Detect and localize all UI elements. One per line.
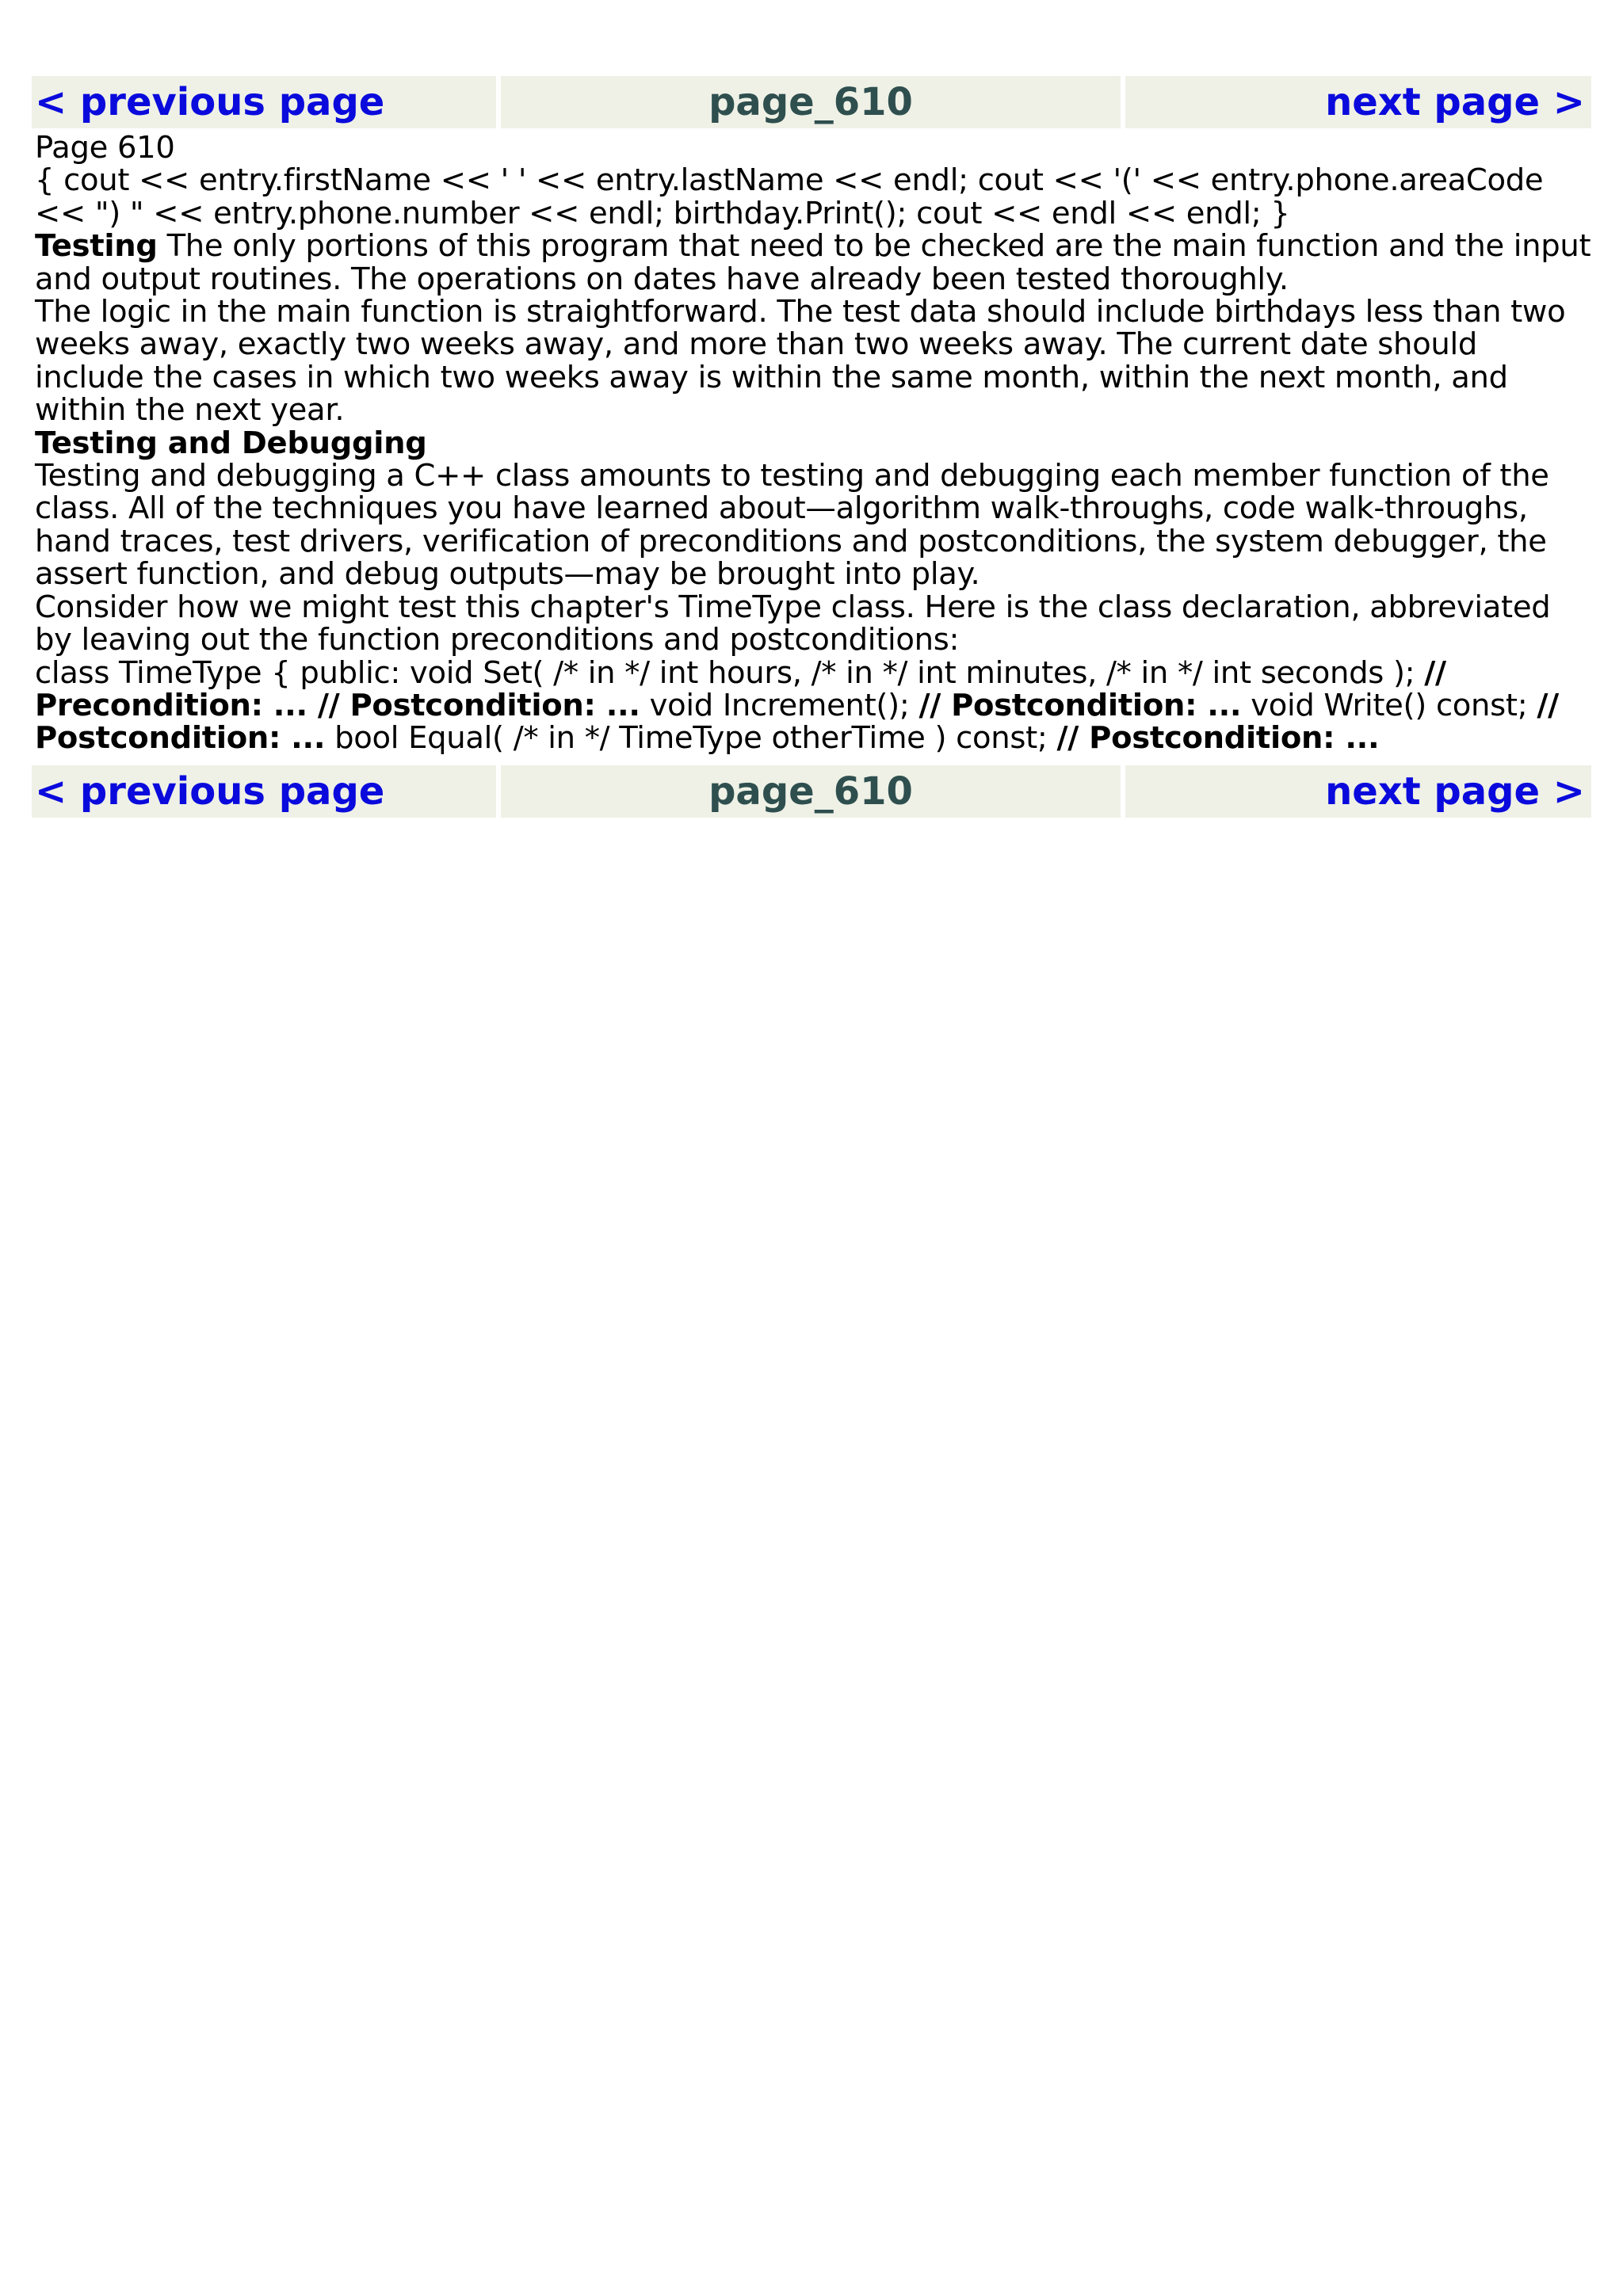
code-snippet: { cout << entry.firstName << ' ' << entry.lastName << endl; cout << '(' << entry.phone.areaCode << ") " << entry.phone.number << endl; birthday.Print(); cout << endl << endl; } bbox=[35, 162, 1544, 231]
logic-paragraph: The logic in the main function is straightforward. The test data should include birthdays less than two weeks away, exactly two weeks away, and more than two weeks away. The current date should include the cases in which two weeks away is within the same month, within the next month, and within the next year. bbox=[35, 294, 1566, 429]
testing-paragraph bbox=[35, 230, 1591, 296]
next-page-link[interactable]: next page > bbox=[1325, 80, 1585, 124]
next-page-link[interactable]: next page > bbox=[1325, 769, 1585, 814]
class-decl-comment: // Postcondition: ... bbox=[35, 687, 1559, 757]
class-decl-part: void Write() const; bbox=[1241, 687, 1537, 723]
testing-text: The only portions of this program that need to be checked are the main function and the input and output routines. The operations on dates have already been tested thoroughly. bbox=[35, 228, 1591, 297]
next-page-cell bbox=[1125, 765, 1591, 818]
testing-heading: Testing bbox=[35, 228, 158, 265]
next-page-cell bbox=[1125, 76, 1591, 128]
previous-page-cell bbox=[32, 76, 496, 128]
debugging-paragraph: Testing and debugging a C++ class amounts to testing and debugging each member function of the class. All of the techniques you have learned about—algorithm walk-throughs, code walk-throughs, hand traces, test drivers, verification of preconditions and postconditions, the system debugger, the assert function, and debug outputs—may be brought into play. bbox=[35, 458, 1549, 593]
consider-paragraph: Consider how we might test this chapter's TimeType class. Here is the class declaration, abbreviated by leaving out the function preconditions and postconditions: bbox=[35, 589, 1551, 658]
page-label: page_610 bbox=[501, 76, 1121, 128]
class-decl-part: void Increment(); bbox=[640, 687, 919, 723]
section-heading: Testing and Debugging bbox=[35, 425, 427, 461]
class-decl-comment: // Postcondition: ... bbox=[1056, 720, 1380, 757]
class-decl-part: class TimeType { public: void Set( /* in */ int hours, /* in */ int minutes, /* in */ int seconds ); bbox=[35, 654, 1425, 691]
page-label: page_610 bbox=[501, 765, 1121, 818]
page-number: Page 610 bbox=[35, 130, 175, 166]
class-declaration bbox=[35, 654, 1591, 757]
class-decl-comment: // Postcondition: ... bbox=[918, 687, 1242, 723]
class-decl-part: bool Equal( /* in */ TimeType otherTime ) const; bbox=[325, 720, 1057, 757]
previous-page-cell bbox=[32, 765, 496, 818]
top-navigation-bar bbox=[32, 76, 1591, 128]
previous-page-link[interactable]: < previous page bbox=[35, 769, 385, 814]
previous-page-link[interactable]: < previous page bbox=[35, 80, 385, 124]
class-decl-comment: // Precondition: ... // Postcondition: ... bbox=[35, 654, 1446, 723]
page-content bbox=[35, 132, 1591, 755]
bottom-navigation-bar bbox=[32, 765, 1591, 818]
